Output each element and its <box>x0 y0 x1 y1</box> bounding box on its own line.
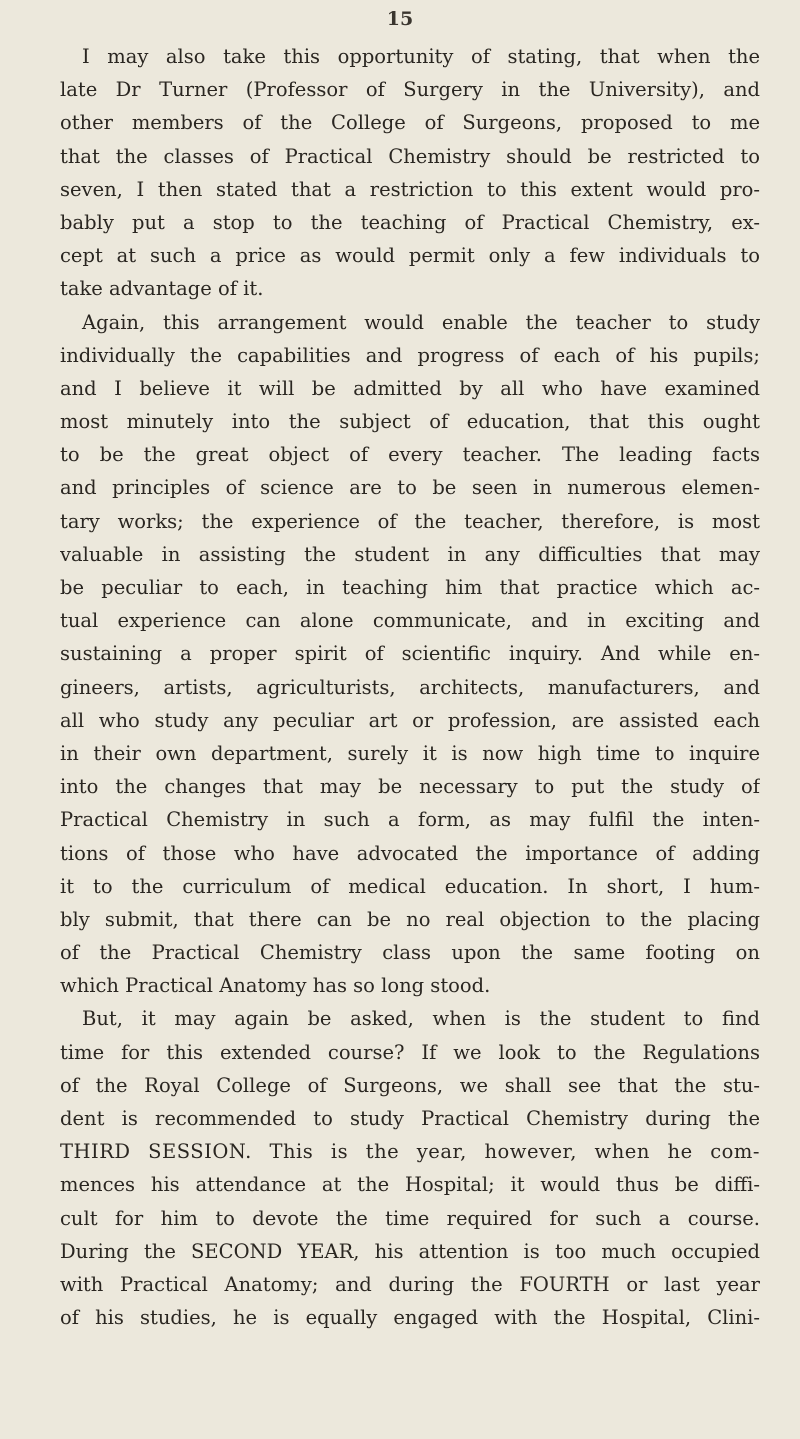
text-line: be peculiar to each, in teaching him that practice which ac- <box>60 576 760 599</box>
text-line: all who study any peculiar art or profession, are assisted each <box>60 708 760 732</box>
text-line: in their own department, surely it is now high time to inquire <box>60 741 760 765</box>
text-line: seven, I then stated that a restriction to this extent would pro- <box>60 177 760 201</box>
text-line: THIRD SESSION. This is the year, however, when he com- <box>60 1140 760 1164</box>
text-line: bably put a stop to the teaching of Practical Chemistry, ex- <box>60 210 760 234</box>
text-line: tual experience can alone communicate, and in exciting and <box>60 609 760 633</box>
text-line: dent is recommended to study Practical Chemistry during the <box>60 1107 760 1130</box>
text-line: to be the great object of every teacher. The leading facts <box>60 443 760 467</box>
text-line: with Practical Anatomy; and during the FOURTH or last year <box>60 1272 760 1296</box>
text-line: But, it may again be asked, when is the student to find <box>82 1007 760 1031</box>
text-line: which Practical Anatomy has so long stood. <box>60 974 491 998</box>
text-line: valuable in assisting the student in any difficulties that may <box>60 542 760 566</box>
text-line: into the changes that may be necessary to put the study of <box>60 775 760 799</box>
text-line: bly submit, that there can be no real objection to the placing <box>60 907 760 931</box>
text-line: sustaining a proper spirit of scientific inquiry. And while en- <box>60 642 760 666</box>
text-line: time for this extended course? If we look to the Regulations <box>60 1040 760 1064</box>
text-line: and principles of science are to be seen in numerous elemen- <box>60 476 760 500</box>
text-line: that the classes of Practical Chemistry should be restricted to <box>60 144 760 168</box>
text-line: of the Royal College of Surgeons, we shall see that the stu- <box>60 1073 760 1097</box>
text-line: cult for him to devote the time required for such a course. <box>60 1206 760 1230</box>
text-line: take advantage of it. <box>60 277 264 301</box>
text-line: of his studies, he is equally engaged with the Hospital, Clini- <box>60 1306 760 1330</box>
text-line: gineers, artists, agriculturists, architects, manufacturers, and <box>60 675 760 699</box>
text-line: most minutely into the subject of education, that this ought <box>60 410 760 434</box>
text-line: and I believe it will be admitted by all who have examined <box>60 376 760 400</box>
text-line: late Dr Turner (Professor of Surgery in the University), and <box>60 78 760 102</box>
body-text <box>60 40 760 1334</box>
text-line: cept at such a price as would permit only a few individuals to <box>60 244 760 268</box>
text-line: I may also take this opportunity of stating, that when the <box>82 45 760 68</box>
text-line: Again, this arrangement would enable the teacher to study <box>82 310 760 334</box>
text-line: individually the capabilities and progress of each of his pupils; <box>60 343 760 367</box>
text-line: mences his attendance at the Hospital; it would thus be diffi- <box>60 1173 760 1197</box>
text-line: other members of the College of Surgeons, proposed to me <box>60 111 760 135</box>
text-line: tary works; the experience of the teacher, therefore, is most <box>60 509 760 533</box>
text-line: tions of those who have advocated the importance of adding <box>60 841 760 865</box>
text-line: it to the curriculum of medical education. In short, I hum- <box>60 874 760 898</box>
page-number: 15 <box>386 8 414 30</box>
text-line: of the Practical Chemistry class upon the same footing on <box>60 941 760 965</box>
text-line: During the SECOND YEAR, his attention is too much occupied <box>60 1239 760 1263</box>
text-line: Practical Chemistry in such a form, as may fulfil the inten- <box>60 808 760 832</box>
